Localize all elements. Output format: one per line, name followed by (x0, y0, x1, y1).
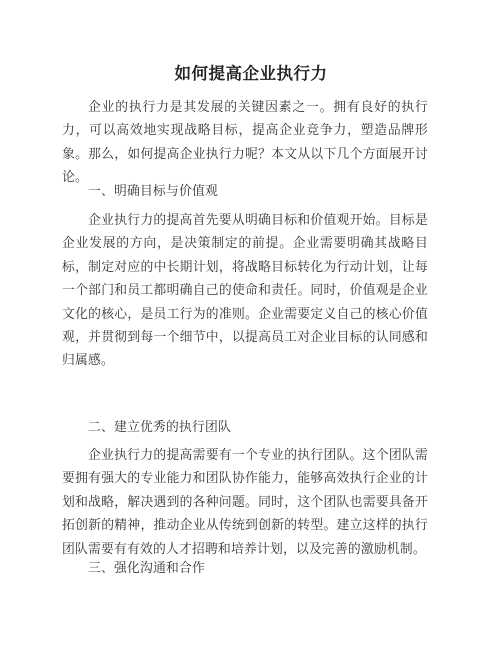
intro-paragraph: 企业的执行力是其发展的关键因素之一。拥有良好的执行力，可以高效地实现战略目标，提高企业竞争力，塑造品牌形象。那么，如何提高企业执行力呢？本文从以下几个方面展开讨论。 (62, 100, 428, 186)
section-heading-2: 二、建立优秀的执行团队 (88, 420, 231, 435)
section-body-2: 企业执行力的提高需要有一个专业的执行团队。这个团队需要拥有强大的专业能力和团队协作能力，能够高效执行企业的计划和战略，解决遇到的各种问题。同时，这个团队也需要具备开拓创新的精神，推动企业从传统到创新的转型。建立这样的执行团队需要有有效的人才招聘和培养计划，以及完善的激励机制。 (62, 448, 428, 557)
section-body-1: 企业执行力的提高首先要从明确目标和价值观开始。目标是企业发展的方向，是决策制定的前提。企业需要明确其战略目标，制定对应的中长期计划，将战略目标转化为行动计划，让每一个部门和员工都明确自己的使命和责任。同时，价值观是企业文化的核心，是员工行为的准则。企业需要定义自己的核心价值观，并贯彻到每一个细节中，以提高员工对企业目标的认同感和归属感。 (62, 213, 428, 369)
section-heading-1: 一、明确目标与价值观 (88, 184, 218, 199)
section-heading-3: 三、强化沟通和合作 (88, 561, 205, 576)
document-title: 如何提高企业执行力 (174, 64, 328, 83)
